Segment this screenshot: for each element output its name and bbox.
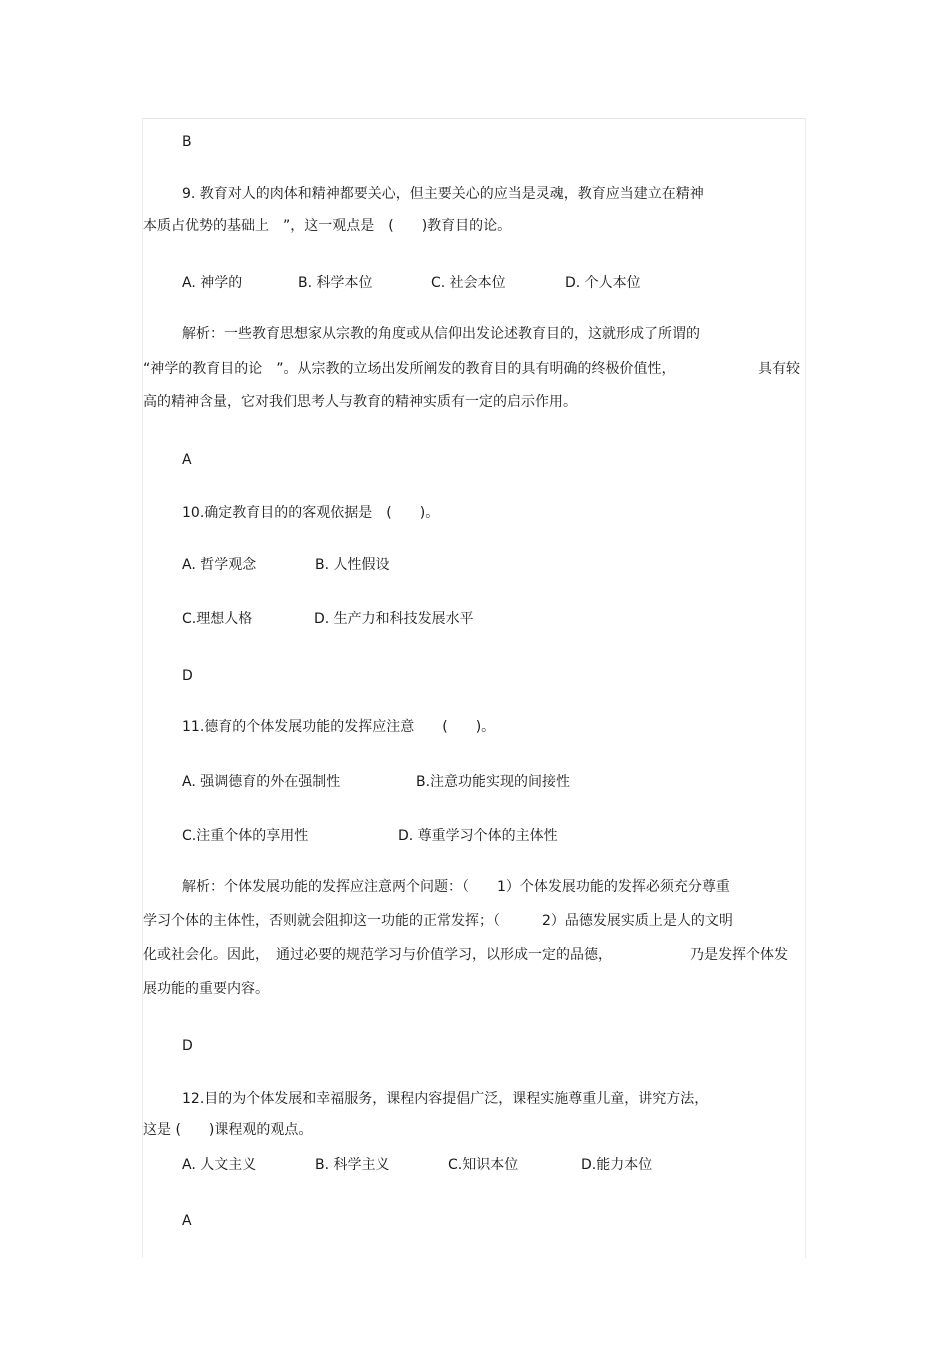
answer-label: A [182, 452, 192, 468]
q9-explanation-cont: “神学的教育目的论 ”。从宗教的立场出发所阐发的教育目的具有明确的终极价值性， [143, 361, 676, 377]
q11-option-b: B.注意功能实现的间接性 [416, 774, 571, 790]
question-9-text: 9. 教育对人的肉体和精神都要关心，但主要关心的应当是灵魂，教育应当建立在精神 [182, 186, 704, 202]
q11-explanation-cont2-tail: 乃是发挥个体发 [690, 947, 788, 963]
q11-option-a: A. 强调德育的外在强制性 [182, 774, 341, 790]
answer-label: D [182, 668, 193, 684]
q10-option-a: A. 哲学观念 [182, 557, 257, 573]
q11-explanation-end: 展功能的重要内容。 [143, 981, 269, 997]
q11-explanation-cont2: 化或社会化。因此， 通过必要的规范学习与价值学习，以形成一定的品德， [143, 947, 612, 963]
q11-explanation-cont: 学习个体的主体性，否则就会阻抑这一功能的正常发挥；（ 2）品德发展实质上是人的文明 [143, 913, 733, 929]
q10-option-d: D. 生产力和科技发展水平 [314, 611, 474, 627]
question-10-text: 10.确定教育目的的客观依据是 ( )。 [182, 505, 440, 521]
q10-option-c: C.理想人格 [182, 611, 253, 627]
q12-option-a: A. 人文主义 [182, 1157, 257, 1173]
question-9-text-cont: 本质占优势的基础上 ”，这一观点是 ( )教育目的论。 [143, 218, 512, 234]
answer-label: B [182, 134, 192, 150]
q9-explanation: 解析：一些教育思想家从宗教的角度或从信仰出发论述教育目的，这就形成了所谓的 [182, 326, 700, 342]
question-12-text: 12.目的为个体发展和幸福服务，课程内容提倡广泛，课程实施尊重儿童，讲究方法， [182, 1091, 709, 1107]
q9-option-c: C. 社会本位 [431, 275, 506, 291]
question-12-text-cont: 这是 ( )课程观的观点。 [143, 1122, 313, 1138]
q9-option-a: A. 神学的 [182, 275, 243, 291]
q11-option-d: D. 尊重学习个体的主体性 [398, 828, 558, 844]
q10-option-b: B. 人性假设 [315, 557, 390, 573]
q9-explanation-cont-tail: 具有较 [758, 361, 800, 377]
q9-option-d: D. 个人本位 [565, 275, 641, 291]
question-11-text: 11.德育的个体发展功能的发挥应注意 ( )。 [182, 719, 496, 735]
q11-option-c: C.注重个体的享用性 [182, 828, 309, 844]
q12-option-b: B. 科学主义 [315, 1157, 390, 1173]
q9-explanation-end: 高的精神含量，它对我们思考人与教育的精神实质有一定的启示作用。 [143, 394, 577, 410]
q9-option-b: B. 科学本位 [298, 275, 373, 291]
answer-label: D [182, 1038, 193, 1054]
q12-option-c: C.知识本位 [448, 1157, 519, 1173]
q11-explanation: 解析：个体发展功能的发挥应注意两个问题：（ 1）个体发展功能的发挥必须充分尊重 [182, 879, 730, 895]
q12-option-d: D.能力本位 [581, 1157, 653, 1173]
answer-label: A [182, 1213, 192, 1229]
